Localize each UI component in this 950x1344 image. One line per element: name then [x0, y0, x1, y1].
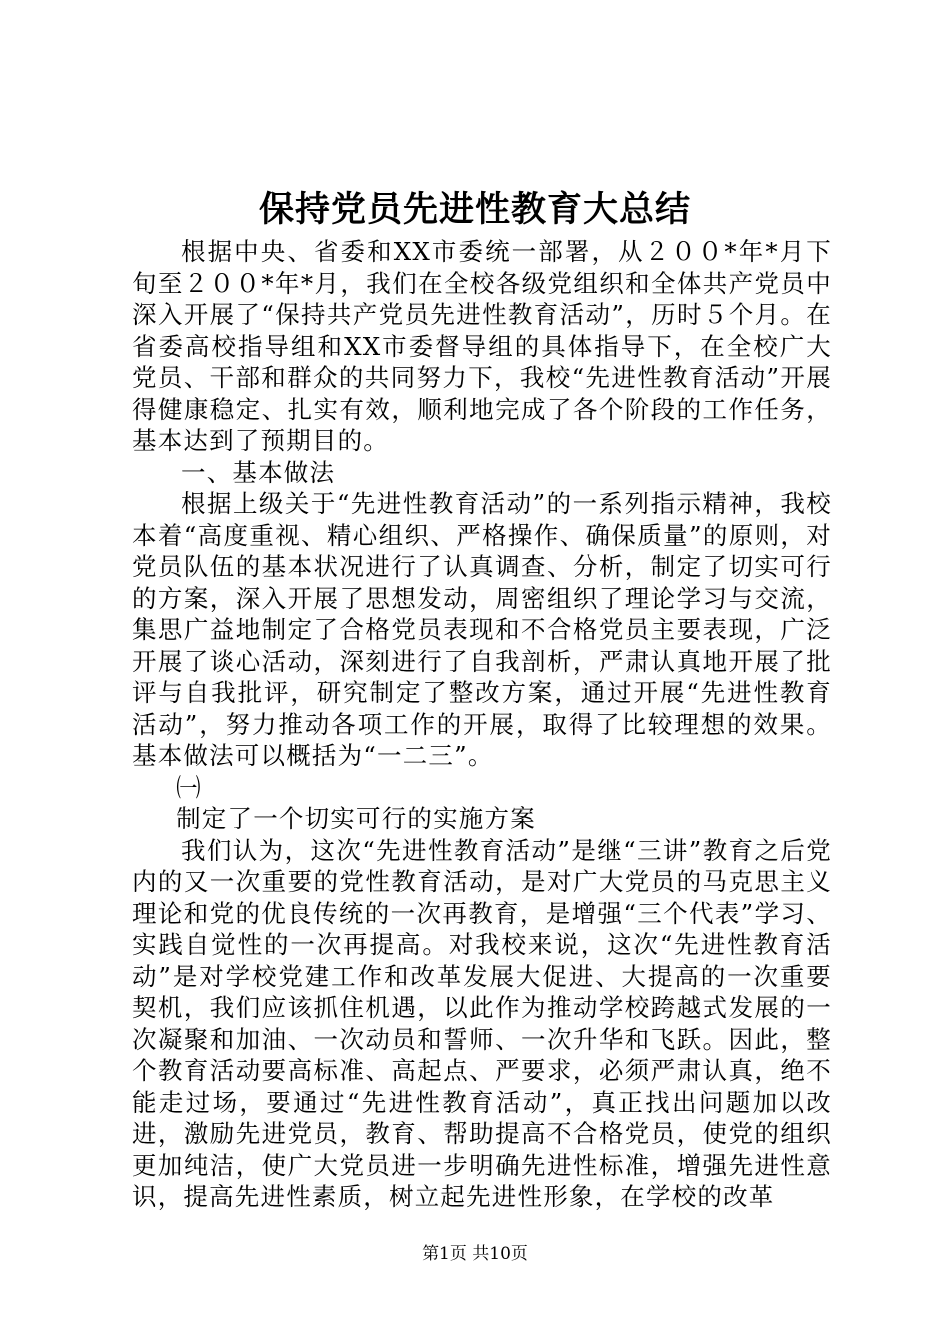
section-heading-basic-methods: 一、基本做法	[181, 457, 336, 487]
document-title: 保持党员先进性教育大总结	[258, 189, 691, 230]
page-footer: 第1页 共10页	[422, 1244, 528, 1264]
subsection-number: ㈠	[176, 772, 202, 802]
paragraph-basic-methods: 根据上级关于“先进性教育活动”的一系列指示精神，我校本着“高度重视、精心组织、严格操作、确保质量”的原则，对党员队伍的基本状况进行了认真调查、分析，制定了切实可行的方案，深入开展了思想发动，周密组织了理论学习与交流，集思广益地制定了合格党员表现和不合格党员主要表现，广泛开展了谈心活动，深刻进行了自我剖析，严肃认真地开展了批评与自我批评，研究制定了整改方案，通过开展“先进性教育活动”，努力推动各项工作的开展，取得了比较理想的效果。基本做法可以概括为“一二三”。	[132, 489, 832, 770]
paragraph-plan: 我们认为，这次“先进性教育活动”是继“三讲”教育之后党内的又一次重要的党性教育活动，是对广大党员的马克思主义理论和党的优良传统的一次再教育，是增强“三个代表”学习、实践自觉性的一次再提高。对我校来说，这次“先进性教育活动”是对学校党建工作和改革发展大促进、大提高的一次重要契机，我们应该抓住机遇，以此作为推动学校跨越式发展的一次凝聚和加油、一次动员和誓师、一次升华和飞跃。因此，整个教育活动要高标准、高起点、严要求，必须严肃认真，绝不能走过场，要通过“先进性教育活动”，真正找出问题加以改进，激励先进党员，教育、帮助提高不合格党员，使党的组织更加纯洁，使广大党员进一步明确先进性标准，增强先进性意识，提高先进性素质，树立起先进性形象，在学校的改革	[132, 835, 832, 1211]
subsection-heading-plan: 制定了一个切实可行的实施方案	[176, 804, 536, 833]
document-body	[132, 236, 832, 1213]
paragraph-intro: 根据中央、省委和XX市委统一部署，从２００*年*月下旬至２００*年*月，我们在全校各级党组织和全体共产党员中深入开展了“保持共产党员先进性教育活动”，历时５个月。在省委高校指导组和XX市委督导组的具体指导下，在全校广大党员、干部和群众的共同努力下，我校“先进性教育活动”开展得健康稳定、扎实有效，顺利地完成了各个阶段的工作任务，基本达到了预期目的。	[132, 237, 832, 455]
